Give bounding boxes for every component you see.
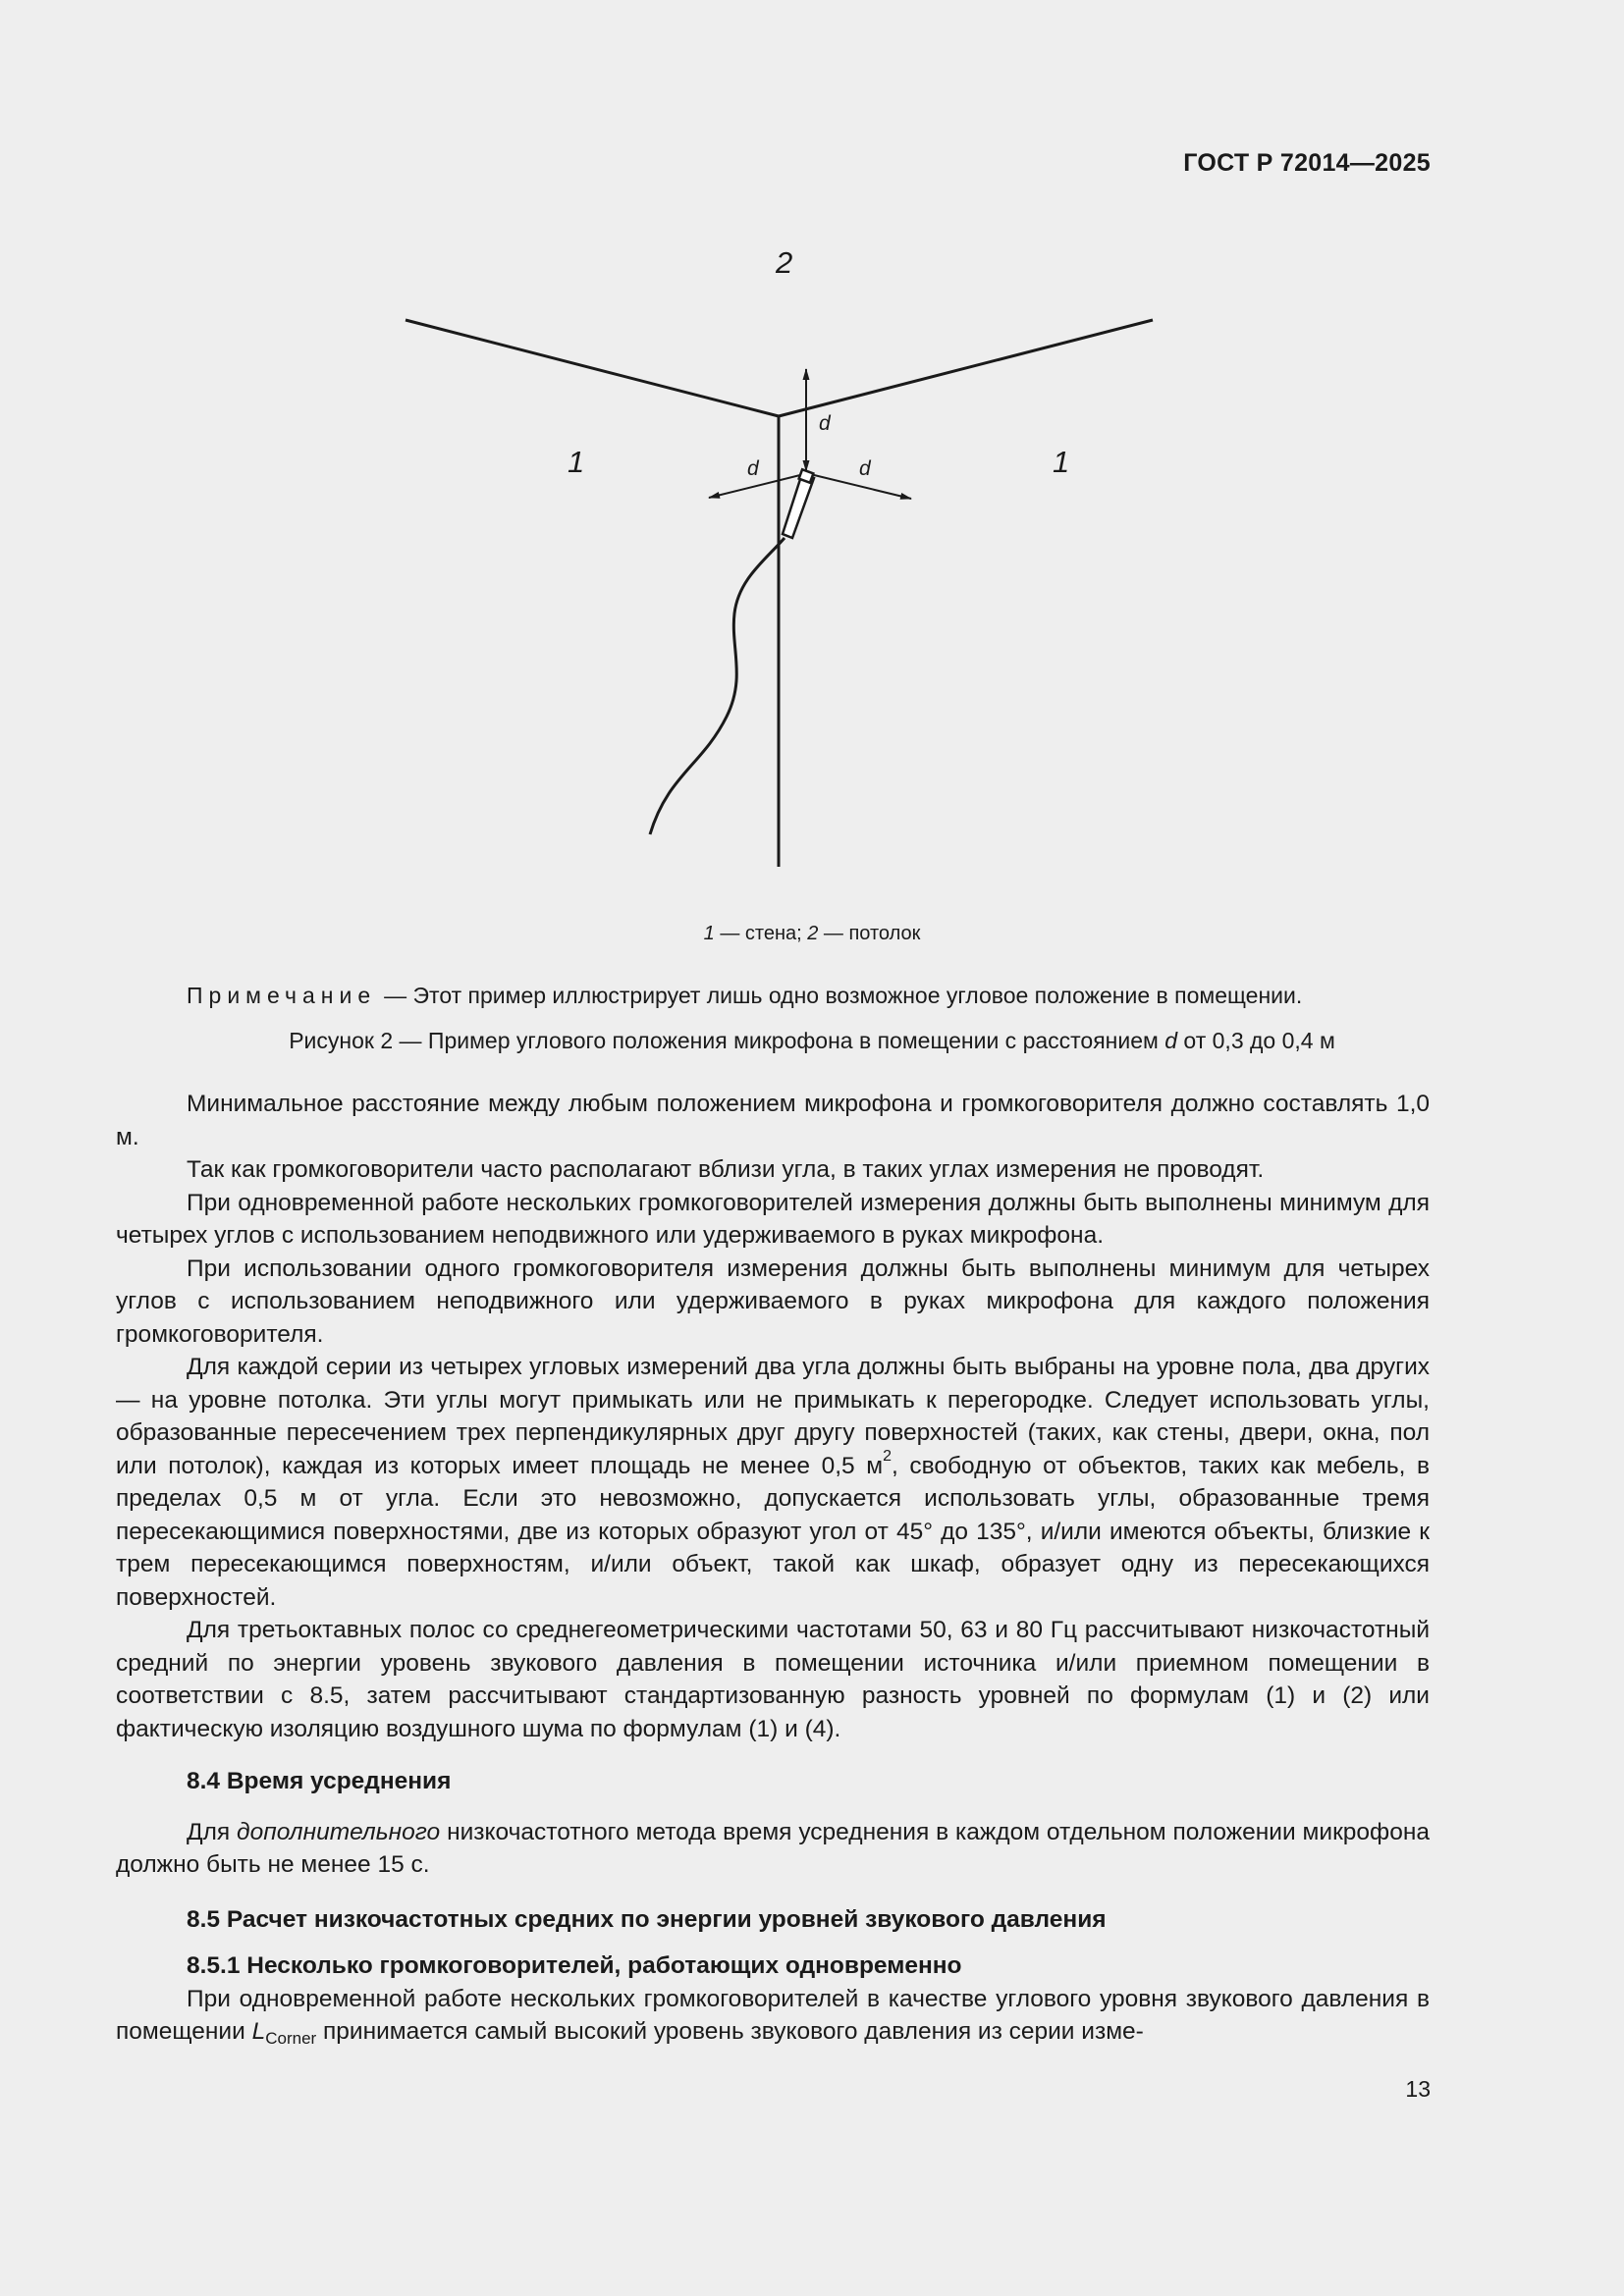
dim-label-top: d [819, 412, 831, 435]
section-heading-8-5: 8.5 Расчет низкочастотных средних по энергии уровней звукового давления [187, 1905, 1107, 1933]
superscript: 2 [883, 1448, 892, 1466]
emphasis: дополнительного [237, 1818, 441, 1845]
paragraph-text: При одновременной работе нескольких громкоговорителей в качестве углового уровня звукового давления в помещении [116, 1985, 1430, 2045]
figure-note [187, 983, 1302, 1009]
paragraph-text: Для каждой серии из четырех угловых измерений два угла должны быть выбраны на уровне пола, два других — на уровне потолка. Эти углы могут примыкать или не примыкать к перегородке. Следует использовать углы, образованные пересечением трех перпендикулярных друг другу поверхностей (таких, как стены, двери, окна, пол или потолок), каждая из которых имеет площадь не менее 0,5 м [116, 1354, 1430, 1479]
caption-variable: d [1164, 1028, 1178, 1053]
paragraph: Минимальное расстояние между любым положением микрофона и громкоговорителя должно составлять 1,0 м. [116, 1091, 1430, 1150]
paragraph-text: низкочастотного метода время усреднения в каждом отдельном положении микрофона должно быть не менее 15 с. [116, 1818, 1430, 1878]
ceiling-edge-left [406, 320, 779, 416]
legend-num-2: 2 [807, 923, 819, 944]
paragraph: Для третьоктавных полос со среднегеометрическими частотами 50, 63 и 80 Гц рассчитывают низкочастотный средний по энергии уровень звукового давления в помещении источника и/или приемном помещении в соответствии с 8.5, затем рассчитывают стандартизованную разность уровней по формулам (1) и (2) или фактическую изоляцию воздушного шума по формулам (1) и (4). [116, 1617, 1430, 1742]
dim-label-left: d [747, 457, 759, 480]
paragraph: Так как громкоговорители часто располагают вблизи угла, в таких углах измерения не проводят. [187, 1156, 1265, 1183]
note-text: — Этот пример иллюстрирует лишь одно возможное угловое положение в помещении. [384, 983, 1303, 1008]
legend-text-2: — потолок [818, 923, 921, 944]
figure-caption [0, 1028, 1624, 1054]
paragraph-text: Для [187, 1818, 238, 1845]
section-heading-8-5-1: 8.5.1 Несколько громкоговорителей, работающих одновременно [187, 1952, 962, 1979]
ceiling-edge-right [779, 320, 1153, 416]
figure-microphone-corner [0, 0, 1624, 883]
label-ceiling: 2 [776, 245, 793, 280]
caption-text-start: Рисунок 2 — Пример углового положения микрофона в помещении с расстоянием [289, 1028, 1165, 1053]
paragraph: При использовании одного громкоговорителя измерения должны быть выполнены минимум для четырех углов с использованием неподвижного или удерживаемого в руках микрофона для каждого положения громкоговорителя. [116, 1255, 1430, 1348]
corner-diagram [0, 0, 1624, 883]
paragraph [116, 1983, 1430, 2049]
legend-num-1: 1 [703, 923, 715, 944]
label-wall-left: 1 [568, 445, 585, 479]
paragraph [116, 1351, 1430, 1614]
document-code: ГОСТ Р 72014—2025 [1183, 149, 1431, 177]
legend-text-1: — стена; [714, 923, 808, 944]
microphone-cable [650, 538, 785, 834]
variable-l: L [251, 2018, 266, 2045]
figure-legend [0, 923, 1624, 945]
paragraph [116, 1816, 1430, 1882]
body-text [116, 1088, 1430, 2049]
section-heading-8-4: 8.4 Время усреднения [187, 1768, 452, 1794]
paragraph-text: принимается самый высокий уровень звукового давления из серии изме- [316, 2018, 1144, 2045]
dim-label-right: d [859, 457, 871, 480]
page-number: 13 [1405, 2076, 1431, 2102]
label-wall-right: 1 [1053, 445, 1070, 479]
caption-text-end: от 0,3 до 0,4 м [1177, 1028, 1335, 1053]
microphone [783, 469, 814, 538]
subscript: Corner [265, 2029, 317, 2048]
note-label: Примечание [187, 983, 377, 1008]
paragraph-text: , свободную от объектов, таких как мебель, в пределах 0,5 м от угла. Если это невозможно, допускается использовать углы, образованные тремя пересекающимися поверхностями, две из которых образуют угол от 45° до 135°, и/или имеются объекты, близкие к трем пересекающимся поверхностям, и/или объект, такой как шкаф, образует одну из пересекающихся поверхностей. [116, 1452, 1430, 1611]
paragraph: При одновременной работе нескольких громкоговорителей измерения должны быть выполнены минимум для четырех углов с использованием неподвижного или удерживаемого в руках микрофона. [116, 1189, 1430, 1249]
